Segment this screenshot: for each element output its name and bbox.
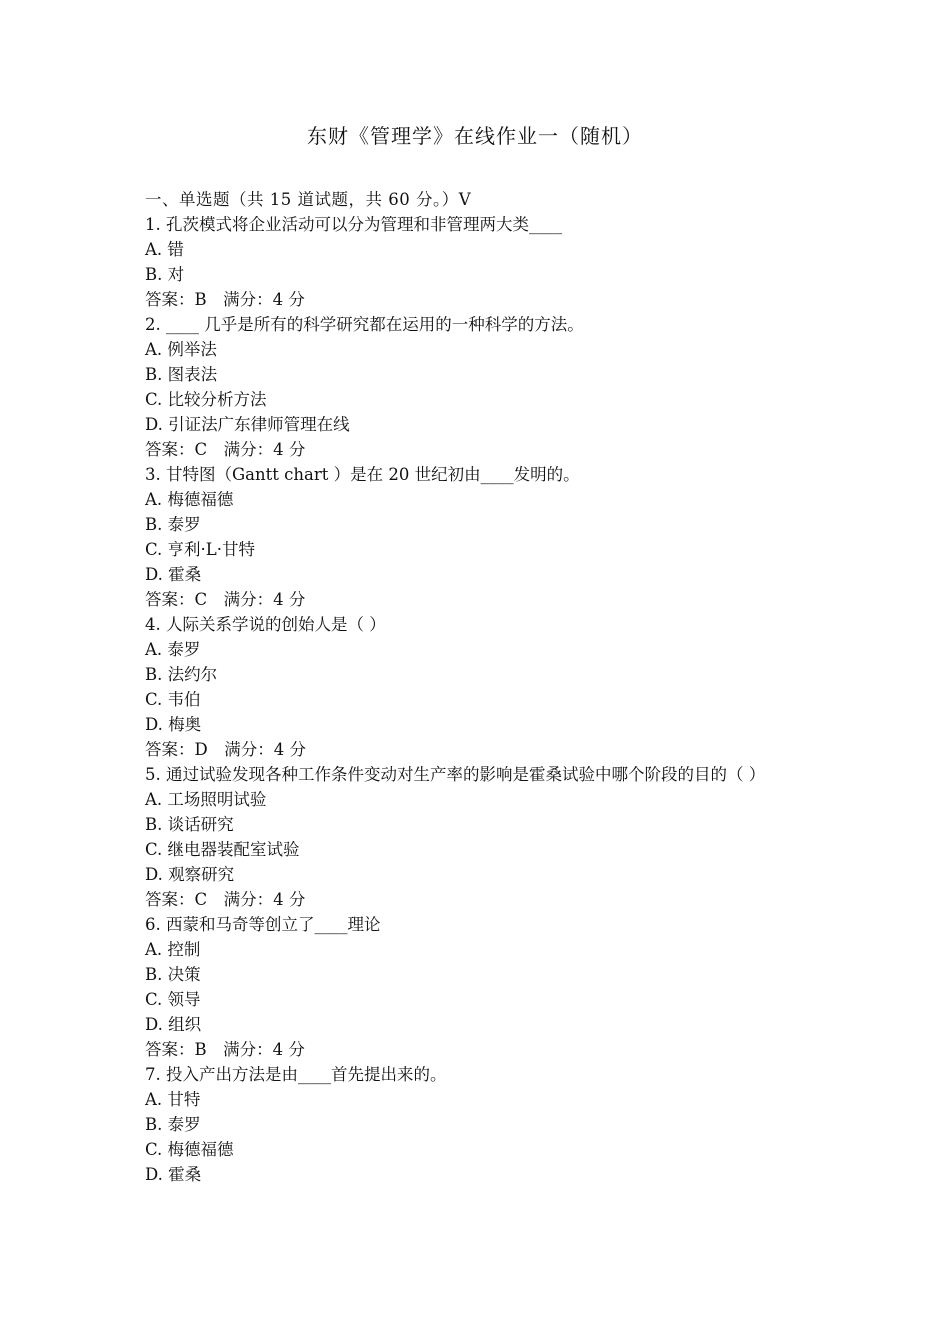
option-item: D. 组织 [145, 1015, 202, 1034]
answer-line: 答案：D 满分：4 分 [145, 740, 306, 759]
option-item: B. 对 [145, 265, 185, 284]
question-text: 1. 孔茨模式将企业活动可以分为管理和非管理两大类____ [145, 215, 562, 234]
question-text: 5. 通过试验发现各种工作条件变动对生产率的影响是霍桑试验中哪个阶段的目的（ ） [145, 765, 766, 784]
option-item: D. 引证法广东律师管理在线 [145, 415, 350, 434]
answer-line: 答案：B 满分：4 分 [145, 1040, 305, 1059]
section-heading: 一、单选题（共 15 道试题，共 60 分。）V [145, 190, 472, 209]
document-title: 东财《管理学》在线作业一（随机） [307, 124, 643, 148]
question-text: 2. ____ 几乎是所有的科学研究都在运用的一种科学的方法。 [145, 315, 584, 334]
option-item: C. 亨利·L·甘特 [145, 540, 255, 559]
option-item: C. 韦伯 [145, 690, 201, 709]
option-item: D. 梅奥 [145, 715, 202, 734]
question-text: 4. 人际关系学说的创始人是（ ） [145, 615, 386, 634]
option-item: D. 霍桑 [145, 1165, 202, 1184]
option-item: C. 梅德福德 [145, 1140, 234, 1159]
option-item: B. 决策 [145, 965, 201, 984]
option-item: B. 法约尔 [145, 665, 218, 684]
option-item: A. 泰罗 [145, 640, 201, 659]
answer-line: 答案：B 满分：4 分 [145, 290, 305, 309]
option-item: D. 观察研究 [145, 865, 235, 884]
option-item: B. 泰罗 [145, 1115, 201, 1134]
option-item: C. 比较分析方法 [145, 390, 267, 409]
option-item: C. 继电器装配室试验 [145, 840, 300, 859]
option-item: A. 甘特 [145, 1090, 201, 1109]
answer-line: 答案：C 满分：4 分 [145, 440, 306, 459]
option-item: A. 工场照明试验 [145, 790, 267, 809]
option-item: B. 谈话研究 [145, 815, 234, 834]
answer-line: 答案：C 满分：4 分 [145, 890, 306, 909]
option-item: C. 领导 [145, 990, 201, 1009]
option-item: A. 例举法 [145, 340, 217, 359]
option-item: A. 错 [145, 240, 184, 259]
question-text: 7. 投入产出方法是由____首先提出来的。 [145, 1065, 447, 1084]
option-item: D. 霍桑 [145, 565, 202, 584]
question-list [145, 187, 810, 1187]
question-text: 3. 甘特图（Gantt chart ）是在 20 世纪初由____发明的。 [145, 465, 580, 484]
answer-line: 答案：C 满分：4 分 [145, 590, 306, 609]
option-item: A. 控制 [145, 940, 201, 959]
option-item: B. 图表法 [145, 365, 218, 384]
option-item: A. 梅德福德 [145, 490, 234, 509]
question-text: 6. 西蒙和马奇等创立了____理论 [145, 915, 381, 934]
option-item: B. 泰罗 [145, 515, 201, 534]
